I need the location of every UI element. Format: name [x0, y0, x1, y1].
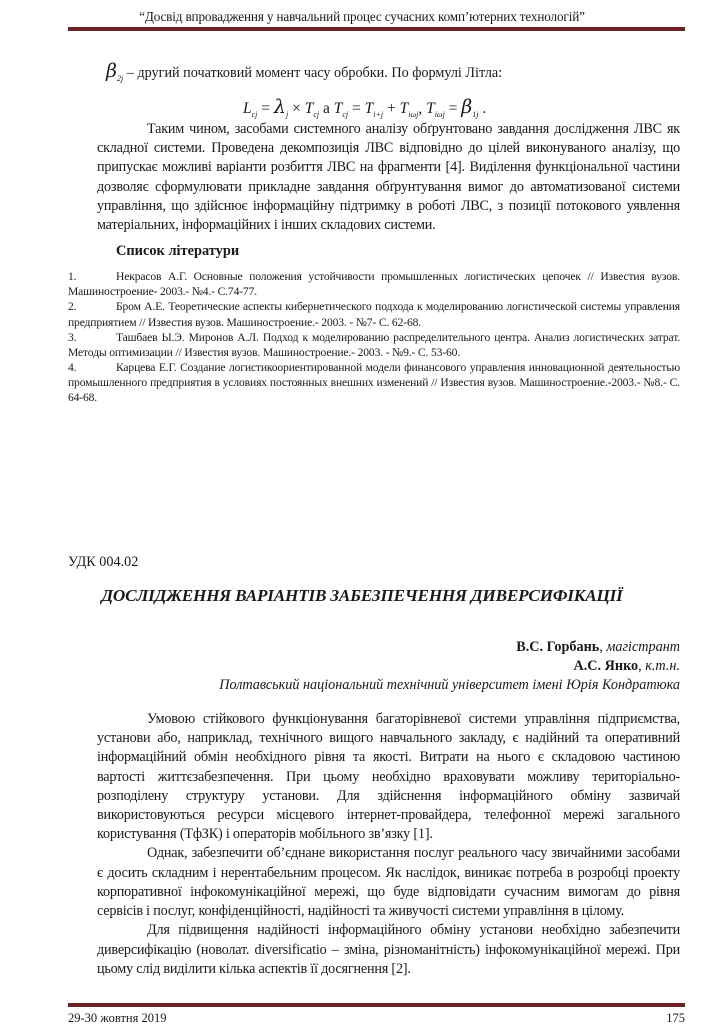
little-formula: [243, 98, 680, 120]
reference-text: Карцева Е.Г. Создание логистикоориентированной модели финансового управления инновационной деятельностью промышленного предприятия в условиях постоянных внешних изменений // Известия вузов. Машиностроение.-2003.- №8.- С. 64-68.: [68, 360, 680, 404]
formula-T-sub: iωj: [408, 110, 419, 119]
formula-lambda-sub: j: [285, 110, 289, 119]
formula-T: T: [333, 100, 343, 117]
udk-code: УДК 004.02: [68, 554, 139, 571]
formula-eq: =: [444, 100, 462, 117]
affiliation-text: Полтавський національний технічний університет імені Юрія Кондратюка: [219, 677, 680, 694]
author-line: [0, 638, 680, 657]
reference-number: 2.: [68, 300, 77, 314]
references-list: [68, 269, 680, 405]
author-name: А.С. Янко: [573, 658, 639, 675]
header-rule: [68, 27, 685, 31]
reference-number: 4.: [68, 360, 77, 374]
page-footer: [0, 1003, 724, 1032]
body-paragraph: Однак, забезпечити об’єднане використання послуг реального часу звичайними засобами є досить складним і нерентабельним процесом. Як наслідок, виникає потреба в розробці проекту корпоративної інфокомунікаційної мережі, що буде відповідати сучасним вимогам до рівня сервісів і послуг, конфіденційності, надійності та живучості системи управління в цілому.: [97, 845, 680, 920]
formula-lambda: λ: [273, 96, 286, 118]
formula-conj: a: [319, 100, 334, 117]
body-paragraph: Умовою стійкового функціонування багаторівневої системи управління підприємства, установи або, наприклад, технічного вищого навчального закладу, є надійний та оперативний інформаційний обмін необхідного рівня та якості. Витрати на нього є складовою частиною вартості життєзабезпечення. При цьому необхідно враховувати можливу територіально-розподілену структуру установи. Для здійснення інформаційного обміну зазвичай використовуються ресурси місцевого інтернет-провайдера, телефонної мережі загального користування (ТфЗК) і операторів мобільного зв’язку [1].: [97, 711, 680, 843]
formula-T-sub: i+j: [373, 110, 384, 119]
reference-number: 3.: [68, 330, 77, 344]
formula-T-sub: cj: [313, 110, 320, 119]
article-title: ДОСЛІДЖЕННЯ ВАРІАНТІВ ЗАБЕЗПЕЧЕННЯ ДИВЕРСИФІКАЦІЇ: [101, 586, 623, 606]
formula-comma: ,: [418, 100, 427, 117]
beta-symbol: β: [106, 60, 117, 82]
formula-T: T: [364, 100, 374, 117]
formula-L-sub: cj: [251, 110, 258, 119]
footer-rule: [68, 1003, 685, 1007]
authors-block: [0, 638, 680, 695]
formula-T-sub: iωj: [434, 110, 445, 119]
page-number: 175: [666, 1010, 685, 1025]
footer-date: 29-30 жовтня 2019: [68, 1010, 167, 1025]
beta-subscript: 2j: [116, 74, 124, 83]
references-title: Список літератури: [116, 243, 240, 260]
reference-item: [68, 360, 680, 405]
reference-text: Некрасов А.Г. Основные положения устойчивости промышленных логистических цепочек // Известия вузов. Машиностроение- 2003.- №4.- С.74-77.: [68, 270, 680, 299]
formula-end: .: [478, 100, 487, 117]
formula-T: T: [399, 100, 409, 117]
formula-L: L: [243, 100, 252, 117]
beta-definition-text: – другий початковий момент часу обробки. По формулі Літла:: [123, 65, 503, 81]
reference-text: Ташбаев Ы.Э. Миронов А.Л. Подход к моделированию распределительного центра. Анализ логистических затрат. Методы оптимизации // Известия вузов. Машиностроение.- 2003. - №9.- С. 53-60.: [68, 330, 680, 359]
beta-definition: [106, 62, 680, 84]
formula-beta: β: [461, 96, 473, 118]
author-separator: ,: [638, 658, 646, 675]
author-line: [0, 657, 680, 676]
article-body: [97, 710, 680, 979]
author-role: магістрант: [606, 639, 680, 656]
formula-plus: +: [383, 100, 400, 117]
formula-T: T: [426, 100, 435, 117]
formula-T: T: [304, 100, 314, 117]
formula-eq: =: [257, 100, 274, 117]
author-name: В.С. Горбань: [516, 639, 600, 656]
reference-item: [68, 330, 680, 360]
reference-text: Бром А.Е. Теоретические аспекты кибернетического подхода к моделированию логистической системы управления предприятием // Известия вузов. Машиностроение.- 2003. - №7- С. 62-68.: [68, 300, 680, 329]
author-separator: ,: [599, 639, 607, 656]
footer-row: [68, 1010, 685, 1032]
reference-number: 1.: [68, 270, 77, 284]
affiliation: [0, 676, 680, 695]
running-header-title: “Досвід впровадження у навчальний процес сучасних комп’ютерних технологій”: [139, 9, 585, 24]
continuation-section: [97, 62, 680, 261]
formula-T-sub: cj: [342, 110, 349, 119]
author-role: к.т.н.: [645, 658, 680, 675]
reference-item: [68, 299, 680, 329]
body-paragraph: Для підвищення надійності інформаційного обміну установи необхідно забезпечити диверсифікацію (новолат. diversificatio – зміна, різноманітність) інфокомунікаційної мережі. При цьому слід виділити кілька аспектів її досягнення [2].: [97, 922, 680, 977]
formula-beta-sub: 1j: [472, 110, 479, 119]
formula-eq: =: [348, 100, 365, 117]
reference-item: [68, 269, 680, 299]
formula-times: ×: [288, 100, 305, 117]
section-spacer: [0, 405, 724, 553]
conclusion-paragraph: Таким чином, засобами системного аналізу обґрунтовано завдання дослідження ЛВС як складної системи. Проведена декомпозиція ЛВС відповідно до цілей виконуваного аналізу, що припускає можливі варіанти розбиття ЛВС на фрагменти [4]. Виділення функціональної частини дозволяє сформулювати прикладне завдання обґрунтування вимог до автоматизованої системи управління, що здійснює інформаційну підтримку в роботі ЛВС, з позиції потокового уявлення матеріальних, інформаційних і інших складових системи.: [97, 121, 680, 234]
